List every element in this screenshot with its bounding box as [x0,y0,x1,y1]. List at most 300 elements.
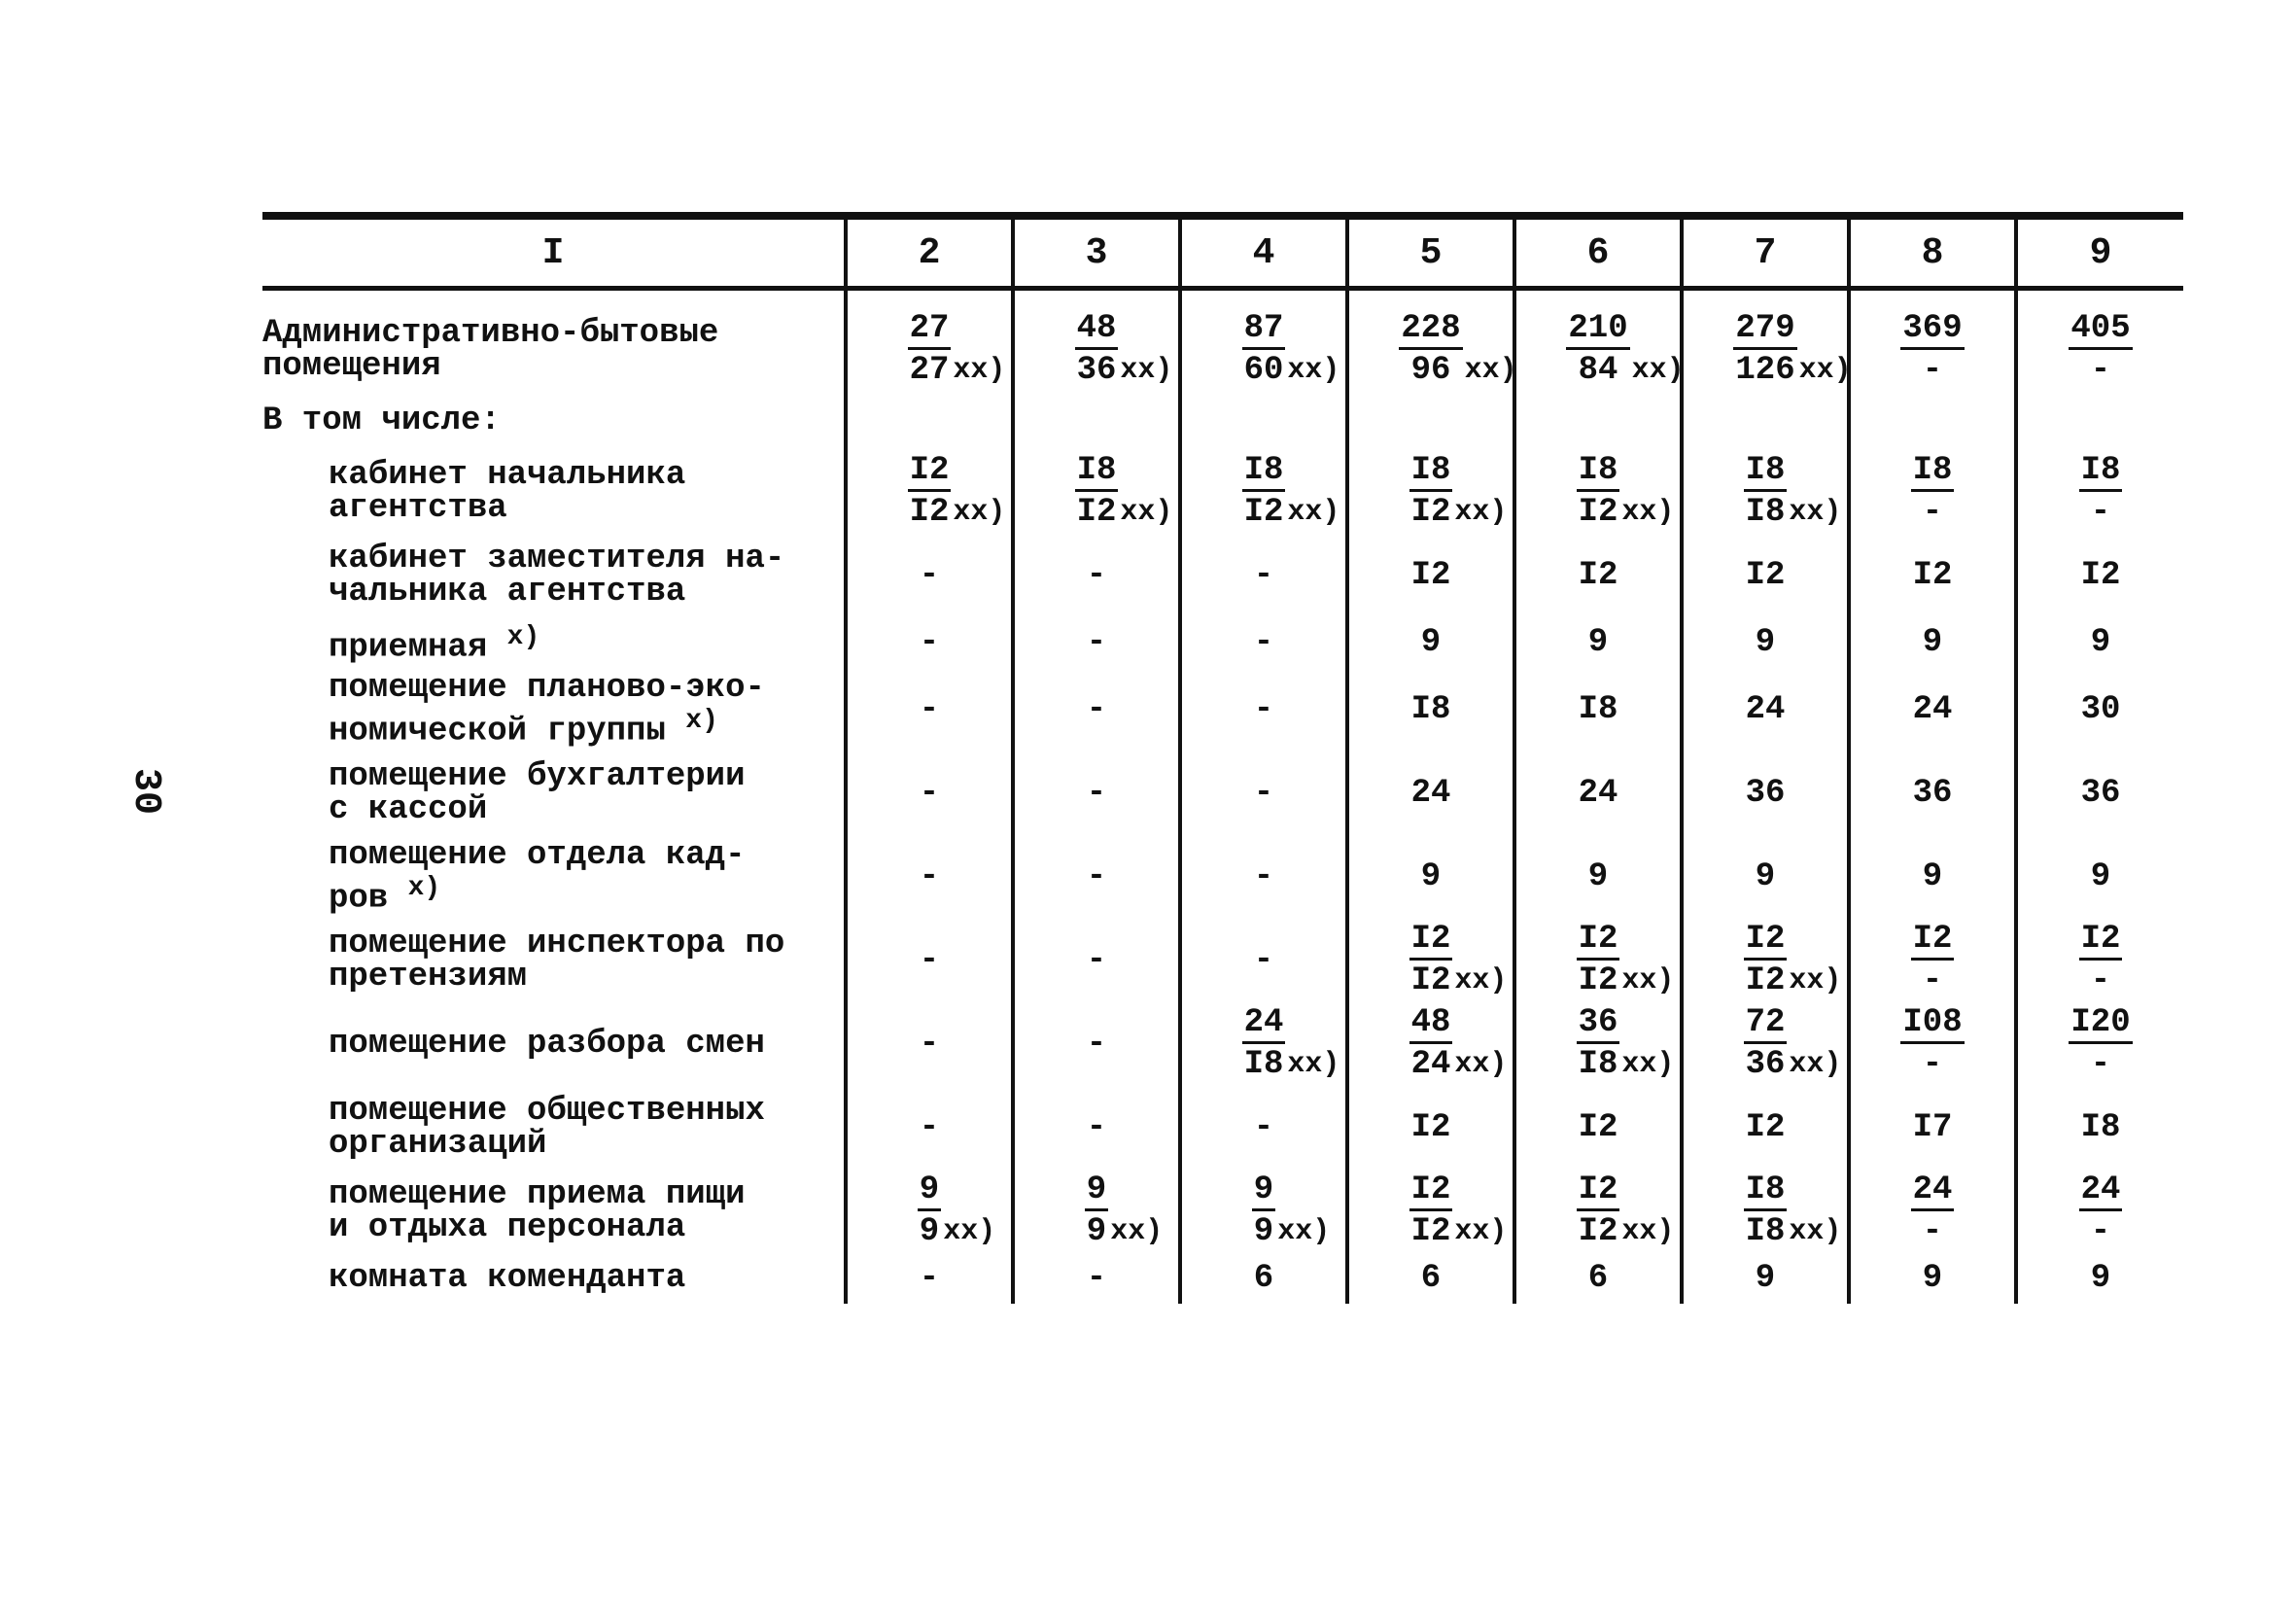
data-table [262,212,2183,1304]
value-cell [1849,1086,2016,1170]
table-row-total [262,289,2183,393]
table-row [262,1170,2183,1253]
fraction [2079,1173,2123,1248]
fraction [1911,920,1955,999]
value: - [919,775,940,812]
value-cell [1682,668,1849,752]
value-cell [1013,835,1180,919]
value: - [919,1109,940,1146]
empty-cell [1180,392,1347,450]
fraction [1566,309,1685,389]
value-cell [846,450,1013,534]
fraction-bottom: 84 [1578,351,1618,389]
row-label-line: организаций [329,1126,547,1163]
row-label [262,617,846,668]
value: I2 [1745,557,1786,594]
fraction [2069,309,2132,389]
value: - [1086,942,1107,979]
fraction-bottom: - [2090,351,2111,389]
column-header-6: 6 [1514,216,1682,289]
value-cell [1180,617,1347,668]
footnote-mark: xx) [1789,963,1842,997]
value-cell [1347,1086,1514,1170]
footnote-mark: xx) [1631,353,1685,387]
value: - [1086,1260,1107,1297]
value: - [1253,624,1274,661]
value: - [919,624,940,661]
value-cell [1347,450,1514,534]
row-label-line: и отдыха персонала [329,1209,686,1246]
fraction-bottom: - [2090,1212,2111,1250]
section-label: В том числе: [262,402,501,439]
footnote-mark: xx) [1277,1214,1331,1248]
value: 9 [2090,1260,2111,1297]
footnote-mark: xx) [1789,1214,1842,1248]
footnote-mark: xx) [1798,353,1852,387]
value: - [1086,775,1107,812]
fraction-top: 27 [908,312,952,350]
fraction-top: 36 [1577,1006,1620,1044]
row-label [262,919,846,1002]
value: 30 [2080,691,2121,728]
table-body [262,289,2183,1305]
fraction-top: I8 [1409,454,1453,492]
value-cell [1514,289,1685,393]
value: 9 [1755,1260,1776,1297]
column-header-9: 9 [2016,216,2183,289]
footnote-mark: xx) [1621,495,1675,529]
value-cell [1682,1086,1849,1170]
value-cell [2016,919,2183,1002]
fraction [1744,1003,1842,1083]
value-cell [1347,1002,1514,1086]
header-row [262,216,2183,289]
value: 9 [2090,858,2111,895]
value-cell [1180,1002,1347,1086]
value-cell [846,835,1013,919]
value: - [1086,624,1107,661]
footnote-mark: x) [685,705,718,736]
value: - [1253,1109,1274,1146]
value-cell [846,617,1013,668]
value: 24 [1912,691,1953,728]
fraction-top: 9 [1085,1173,1108,1211]
fraction [1242,451,1340,531]
value: 36 [1745,775,1786,812]
column-header-5: 5 [1347,216,1514,289]
fraction-top: 24 [1911,1173,1955,1211]
value-cell [1180,1170,1347,1253]
fraction [2079,451,2123,531]
value-cell [1682,534,1849,617]
row-label-line: комната коменданта [329,1260,686,1297]
value: 24 [1410,775,1451,812]
fraction-top: 9 [1252,1173,1275,1211]
value: 6 [1587,1260,1609,1297]
row-label-line: номической группы $^{x)}$ [329,705,718,751]
fraction [1911,451,1955,531]
value-cell [1849,289,2016,393]
value: 9 [2090,624,2111,661]
value: - [919,942,940,979]
value-cell [2016,450,2183,534]
row-label-line: ров $^{x)}$ [329,872,441,918]
table-row [262,1086,2183,1170]
value-cell [1849,1170,2016,1253]
fraction [1409,920,1508,999]
value: I2 [1578,1109,1618,1146]
value: 9 [1922,624,1943,661]
fraction [2079,920,2123,999]
table-row [262,919,2183,1002]
fraction-bottom: I8 [1578,1045,1618,1083]
fraction-bottom: 9 [919,1212,940,1250]
fraction-top: 210 [1566,312,1629,350]
row-label [262,1002,846,1086]
value: - [1086,1109,1107,1146]
fraction-top: I2 [908,454,952,492]
footnote-mark: xx) [1454,963,1508,997]
value-cell [1849,450,2016,534]
fraction-top: I2 [1409,923,1453,961]
value-cell [1682,1253,1849,1304]
fraction-bottom: I8 [1243,1045,1284,1083]
value: 6 [1253,1260,1274,1297]
empty-cell [1013,392,1180,450]
value-cell [846,752,1013,835]
value-cell [1180,289,1347,393]
value: I2 [2080,557,2121,594]
value: I8 [1410,691,1451,728]
row-label [262,752,846,835]
value: - [1086,691,1107,728]
value-cell [2016,534,2183,617]
value-cell [1180,1253,1347,1304]
table-row [262,534,2183,617]
table-row [262,1253,2183,1304]
fraction-top: I20 [2069,1006,2132,1044]
fraction-top: 87 [1242,312,1286,350]
fraction-bottom: I2 [1578,961,1618,999]
fraction [1242,1003,1340,1083]
footnote-mark: x) [506,621,540,652]
table-row [262,450,2183,534]
value-cell [1180,450,1347,534]
value: - [919,858,940,895]
row-label [262,1253,846,1304]
fraction-top: I08 [1900,1006,1964,1044]
value-cell [1013,752,1180,835]
fraction-top: I8 [1744,1173,1788,1211]
row-label [262,289,846,393]
fraction [1075,451,1173,531]
row-label [262,450,846,534]
fraction [908,309,1006,389]
fraction-bottom: 27 [909,351,950,389]
value-cell [1682,919,1849,1002]
row-label-line: приемная $^{x)}$ [329,621,540,667]
value-cell [1347,617,1514,668]
fraction [1577,1003,1675,1083]
value: 9 [1420,858,1442,895]
fraction-bottom: 60 [1243,351,1284,389]
value-cell [1514,835,1682,919]
footnote-mark: xx) [1621,963,1675,997]
row-label-line: агентства [329,490,507,527]
value: I7 [1912,1109,1953,1146]
table-row [262,1002,2183,1086]
fraction-top: I2 [2079,923,2123,961]
fraction-bottom: I2 [1745,961,1786,999]
footnote-mark: xx) [1621,1047,1675,1081]
fraction-bottom: - [1922,961,1943,999]
value: I2 [1912,557,1953,594]
fraction-top: I2 [1577,1173,1620,1211]
row-label-line: помещение бухгалтерии [329,758,746,795]
footnote-mark: xx) [953,353,1006,387]
value-cell [1514,919,1682,1002]
fraction-bottom: I2 [1076,493,1117,531]
fraction-bottom: I2 [1410,493,1451,531]
fraction-bottom: 9 [1253,1212,1274,1250]
value: 36 [1912,775,1953,812]
value: - [1253,775,1274,812]
fraction [918,1171,996,1250]
fraction-bottom: - [1922,351,1943,389]
value-cell [1682,1170,1849,1253]
column-header-8: 8 [1849,216,2016,289]
footnote-mark: xx) [1454,1214,1508,1248]
value-cell [2016,835,2183,919]
footnote-mark: xx) [953,495,1006,529]
value: - [1086,858,1107,895]
row-label-line: с кассой [329,791,488,828]
value: 9 [1755,858,1776,895]
empty-cell [1849,392,2016,450]
value-cell [2016,1086,2183,1170]
table-row [262,668,2183,752]
row-label-line: помещение общественных [329,1093,765,1130]
value: I2 [1410,557,1451,594]
value-cell [2016,752,2183,835]
fraction [1252,1171,1331,1250]
value-cell [2016,289,2183,393]
value-cell [1347,919,1514,1002]
value: - [1253,557,1274,594]
value-cell [1347,668,1514,752]
footnote-mark: xx) [1287,495,1340,529]
footnote-mark: xx) [1120,495,1173,529]
fraction-bottom: - [2090,1045,2111,1083]
value: I2 [1410,1109,1451,1146]
fraction-top: 24 [1242,1006,1286,1044]
page-number: 30 [123,768,167,816]
table-row [262,835,2183,919]
value: I2 [1745,1109,1786,1146]
fraction-bottom: I2 [1243,493,1284,531]
fraction-bottom: - [1922,493,1943,531]
fraction [1744,920,1842,999]
fraction-bottom: - [2090,961,2111,999]
value: 9 [1587,624,1609,661]
value: - [1253,858,1274,895]
value-cell [846,1253,1013,1304]
value: 6 [1420,1260,1442,1297]
value: I2 [1578,557,1618,594]
row-label-line: помещение инспектора по [329,926,785,962]
fraction [1733,309,1852,389]
footnote-mark: xx) [1454,1047,1508,1081]
value-cell [1347,534,1514,617]
value-cell [1514,534,1682,617]
value: I8 [2080,1109,2121,1146]
value: 24 [1578,775,1618,812]
fraction-top: 228 [1399,312,1462,350]
column-header-1: I [262,216,846,289]
value-cell [1347,289,1517,393]
empty-cell [1347,392,1514,450]
fraction [908,451,1006,531]
fraction-bottom: - [2090,493,2111,531]
fraction-bottom: 126 [1735,351,1795,389]
value-cell [1849,835,2016,919]
value: - [1253,691,1274,728]
value: 36 [2080,775,2121,812]
value-cell [1849,617,2016,668]
fraction-bottom: I2 [1578,1212,1618,1250]
row-label-line: кабинет начальника [329,457,686,494]
fraction [2069,1003,2132,1083]
footnote-mark: x) [407,872,441,903]
row-label-line: Административно-бытовые [262,315,719,352]
row-label [262,835,846,919]
fraction-bottom: I2 [1410,961,1451,999]
fraction-top: I8 [1744,454,1788,492]
value-cell [1514,617,1682,668]
value: - [919,691,940,728]
fraction-top: I8 [1577,454,1620,492]
value-cell [1682,1002,1849,1086]
table-row [262,752,2183,835]
fraction-top: 279 [1733,312,1796,350]
footnote-mark: xx) [1454,495,1508,529]
value: 24 [1745,691,1786,728]
value: - [1253,942,1274,979]
value-cell [1514,1253,1682,1304]
area-norms-table [262,212,2129,1304]
column-header-3: 3 [1013,216,1180,289]
fraction-bottom: 36 [1745,1045,1786,1083]
value-cell [1682,835,1849,919]
value-cell [1013,1002,1180,1086]
column-header-7: 7 [1682,216,1849,289]
value-cell [1180,835,1347,919]
value-cell [1514,1002,1682,1086]
value: 9 [1922,858,1943,895]
value-cell [846,1086,1013,1170]
fraction-top: I8 [1242,454,1286,492]
value-cell [1514,1086,1682,1170]
fraction-top: I8 [2079,454,2123,492]
value: - [1086,1026,1107,1063]
fraction-bottom: - [1922,1045,1943,1083]
fraction [1744,451,1842,531]
fraction-top: I2 [1577,923,1620,961]
row-label-line: помещение планово-эко- [329,669,765,707]
fraction-bottom: I8 [1745,1212,1786,1250]
value-cell [1013,1170,1180,1253]
row-label [262,1170,846,1253]
value-cell [1849,1002,2016,1086]
fraction [1242,309,1340,389]
value-cell [1849,752,2016,835]
value: - [919,557,940,594]
value-cell [846,534,1013,617]
row-label-line: помещение приема пищи [329,1176,746,1213]
table-row [262,617,2183,668]
value-cell [1849,919,2016,1002]
fraction-top: 405 [2069,312,2132,350]
fraction [1911,1173,1955,1248]
fraction-top: 9 [918,1173,941,1211]
value-cell [1013,1086,1180,1170]
fraction [1900,1003,1964,1083]
value-cell [846,668,1013,752]
value-cell [1013,617,1180,668]
value-cell [1013,534,1180,617]
empty-cell [846,392,1013,450]
value: - [1086,557,1107,594]
value: I8 [1578,691,1618,728]
value-cell [2016,1170,2183,1253]
fraction-bottom: 36 [1076,351,1117,389]
fraction [1577,1171,1675,1250]
footnote-mark: xx) [1287,1047,1340,1081]
value: 9 [1755,624,1776,661]
table-header [262,216,2183,289]
value-cell [846,1002,1013,1086]
value-cell [1347,1253,1514,1304]
fraction-top: I8 [1075,454,1119,492]
value-cell [1347,1170,1514,1253]
footnote-mark: xx) [943,1214,996,1248]
value-cell [1013,1253,1180,1304]
value-cell [1514,752,1682,835]
column-header-4: 4 [1180,216,1347,289]
value-cell [1682,289,1852,393]
value-cell [2016,1253,2183,1304]
fraction-top: I2 [1911,923,1955,961]
fraction-bottom: I2 [1410,1212,1451,1250]
value-cell [2016,1002,2183,1086]
value: - [919,1260,940,1297]
value-cell [2016,668,2183,752]
value-cell [1013,668,1180,752]
fraction [1409,451,1508,531]
value-cell [1849,534,2016,617]
value-cell [1180,668,1347,752]
row-label-line: помещение отдела кад- [329,836,746,874]
column-header-2: 2 [846,216,1013,289]
fraction-top: 72 [1744,1006,1788,1044]
fraction-top: 48 [1409,1006,1453,1044]
value-cell [1347,835,1514,919]
fraction-top: I8 [1911,454,1955,492]
fraction-top: I2 [1744,923,1788,961]
value-cell [1347,752,1514,835]
value-cell [846,919,1013,1002]
row-label [262,534,846,617]
